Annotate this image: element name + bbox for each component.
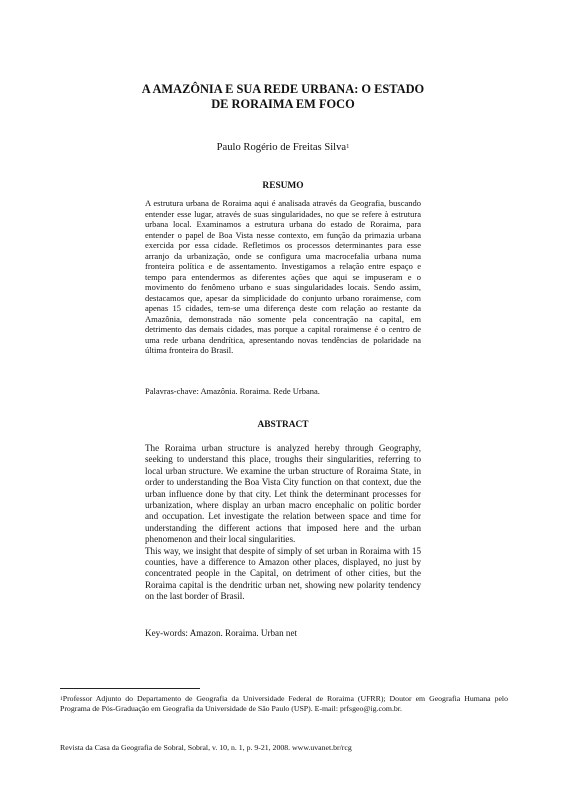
abstract-heading: ABSTRACT [257, 420, 309, 430]
resumo-paragraph: A estrutura urbana de Roraima aqui é analisada através da Geografia, buscando entender esse lugar, através de suas singularidades, no que se refere à estrutura urbana local. Examinamos a estrutura urbana do estado de Roraima, para entender o papel de Boa Vista nesse contexto, em função da primazia urbana exercida por essa cidade. Refletimos os processos determinantes para esse arranjo da urbanização, onde se configura uma macrocefalia urbana numa fronteira política e de assentamento. Investigamos a relação entre espaço e tempo para entendermos as diferentes ações que aqui se impuseram e o movimento do fenômeno urbano e suas singularidades locais. Sendo assim, destacamos que, apesar da simplicidade do conjunto urbano roraimense, com apenas 15 cidades, tem-se uma diferença deste com relação ao restante da Amazônia, demonstrada não somente pela concentração na capital, em detrimento das demais cidades, mas porque a capital roraimense é o centro de uma rede urbana dendrítica, apresentando novas tendências de polaridade na última fronteira do Brasil. [145, 198, 421, 355]
abstract-keywords: Key-words: Amazon. Roraima. Urban net [145, 628, 298, 638]
footnote [60, 694, 508, 714]
resumo-keywords: Palavras-chave: Amazônia. Roraima. Rede Urbana. [145, 386, 320, 396]
abstract-body [145, 443, 421, 603]
title-line-1: A AMAZÔNIA E SUA REDE URBANA: O ESTADO [141, 82, 425, 96]
resumo-body [145, 198, 421, 356]
article-title [60, 82, 506, 112]
abstract-paragraph-1: The Roraima urban structure is analyzed hereby through Geography, seeking to understand this place, troughs their singularities, referring to local urban structure. We examine the urban structure of Roraima State, in order to understanding the Boa Vista City function on that context, due the urban influence done by that city. Let think the determinant processes for urbanization, where display an urban macro encephalic on politic border and occupation. Let investigate the relation between space and time for understanding the different actions that imposed here and the urban phenomenon and their local singularities. [145, 443, 421, 545]
author-footnote-mark: 1 [346, 143, 350, 150]
author-line [60, 142, 506, 154]
title-line-2: DE RORAIMA EM FOCO [211, 97, 355, 111]
footnote-text: Professor Adjunto do Departamento de Geografia da Universidade Federal de Roraima (UFRR); Doutor em Geografia Humana pelo Programa de Pós-Graduação em Geografia da Universidade de São Paulo (USP). E-mail: prfsgeo@ig.com.br. [60, 694, 508, 714]
abstract-paragraph-2: This way, we insight that despite of simply of set urban in Roraima with 15 counties, have a difference to Amazon other places, displayed, no just by concentrated people in the Capital, on detriment of other cities, but the Roraima capital is the dendritic urban net, showing new polarity tendency on the last border of Brasil. [145, 545, 421, 602]
footnote-divider [60, 688, 200, 689]
footnote-mark: 1 [60, 696, 63, 702]
resumo-heading: RESUMO [262, 181, 304, 191]
author-name: Paulo Rogério de Freitas Silva [216, 142, 347, 153]
journal-citation: Revista da Casa da Geografia de Sobral, Sobral, v. 10, n. 1, p. 9-21, 2008. www.uvanet.br/rcg [60, 743, 352, 752]
